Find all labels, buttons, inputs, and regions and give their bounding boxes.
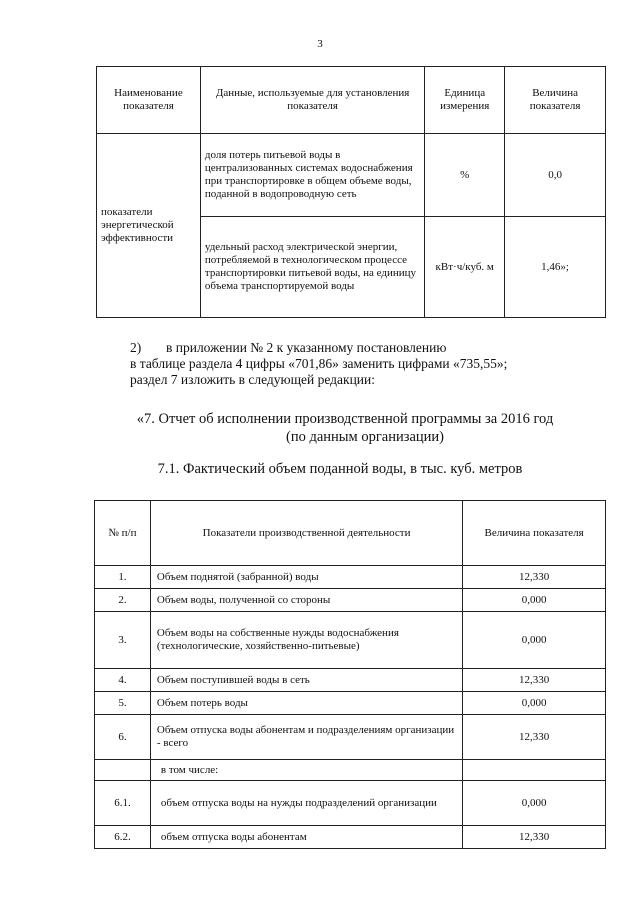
row-number: 6. <box>95 715 151 760</box>
table-row <box>95 781 606 826</box>
paragraph-number: 2) <box>130 340 142 355</box>
indicator-unit: кВт·ч/куб. м <box>425 217 505 318</box>
header-indicators: Показатели производственной деятельности <box>150 501 462 566</box>
row-number: 1. <box>95 566 151 589</box>
indicator-value: 0,0 <box>505 134 606 217</box>
row-label: Объем поднятой (забранной) воды <box>150 566 462 589</box>
indicators-table <box>96 66 606 318</box>
table-row <box>95 566 606 589</box>
header-value: Величина показателя <box>463 501 606 566</box>
row-number: 5. <box>95 692 151 715</box>
indicator-unit: % <box>425 134 505 217</box>
row-value: 0,000 <box>463 612 606 669</box>
table-row <box>95 826 606 849</box>
row-label: объем отпуска воды на нужды подразделений организации <box>150 781 462 826</box>
row-label: Объем поступившей воды в сеть <box>150 669 462 692</box>
row-value: 0,000 <box>463 589 606 612</box>
row-number: 2. <box>95 589 151 612</box>
row-label: Объем потерь воды <box>150 692 462 715</box>
paragraph-line: в приложении № 2 к указанному постановлению <box>166 340 447 355</box>
water-volume-table-header <box>95 501 606 566</box>
indicator-data: удельный расход электрической энергии, потребляемой в технологическом процессе транспортировки питьевой воды, на единицу объема транспортируемой воды <box>200 217 424 318</box>
row-number: 3. <box>95 612 151 669</box>
header-indicator-name: Наименование показателя <box>97 67 201 134</box>
indicators-table-header <box>97 67 606 134</box>
subsection-heading: 7.1. Фактический объем поданной воды, в тыс. куб. метров <box>157 461 523 477</box>
indicator-data: доля потерь питьевой воды в централизованных системах водоснабжения при транспортировке в общем объеме воды, поданной в водопроводную сеть <box>200 134 424 217</box>
table-row <box>95 669 606 692</box>
indicator-value: 1,46»; <box>505 217 606 318</box>
page-number: 3 <box>317 38 323 50</box>
row-label: объем отпуска воды абонентам <box>150 826 462 849</box>
section-heading <box>0 410 640 446</box>
section-heading-line: (по данным организации) <box>285 429 444 445</box>
row-value: 12,330 <box>463 669 606 692</box>
table-row <box>95 692 606 715</box>
row-number: 6.1. <box>95 781 151 826</box>
row-label: Объем воды на собственные нужды водоснабжения (технологические, хозяйственно-питьевые) <box>150 612 462 669</box>
row-number: 4. <box>95 669 151 692</box>
paragraph-line: в таблице раздела 4 цифры «701,86» заменить цифрами «735,55»; <box>130 356 508 371</box>
row-value: 0,000 <box>463 781 606 826</box>
header-data-used: Данные, используемые для установления показателя <box>200 67 424 134</box>
row-label: Объем отпуска воды абонентам и подразделениям организации - всего <box>150 715 462 760</box>
row-label: в том числе: <box>150 760 462 781</box>
table-row <box>97 134 606 217</box>
row-value: 12,330 <box>463 715 606 760</box>
water-volume-table <box>94 500 606 849</box>
header-value: Величина показателя <box>505 67 606 134</box>
row-number: 6.2. <box>95 826 151 849</box>
row-value: 12,330 <box>463 566 606 589</box>
paragraph <box>130 340 507 388</box>
header-number: № п/п <box>95 501 151 566</box>
row-label: Объем воды, полученной со стороны <box>150 589 462 612</box>
table-row <box>95 612 606 669</box>
table-row <box>95 715 606 760</box>
table-row <box>95 760 606 781</box>
row-value: 12,330 <box>463 826 606 849</box>
row-number <box>95 760 151 781</box>
header-unit: Единица измерения <box>425 67 505 134</box>
section-heading-line: «7. Отчет об исполнении производственной программы за 2016 год <box>136 411 554 427</box>
paragraph-line: раздел 7 изложить в следующей редакции: <box>130 372 376 387</box>
row-value <box>463 760 606 781</box>
table-row <box>95 589 606 612</box>
row-value: 0,000 <box>463 692 606 715</box>
indicator-group-label: показатели энергетической эффективности <box>97 134 201 318</box>
